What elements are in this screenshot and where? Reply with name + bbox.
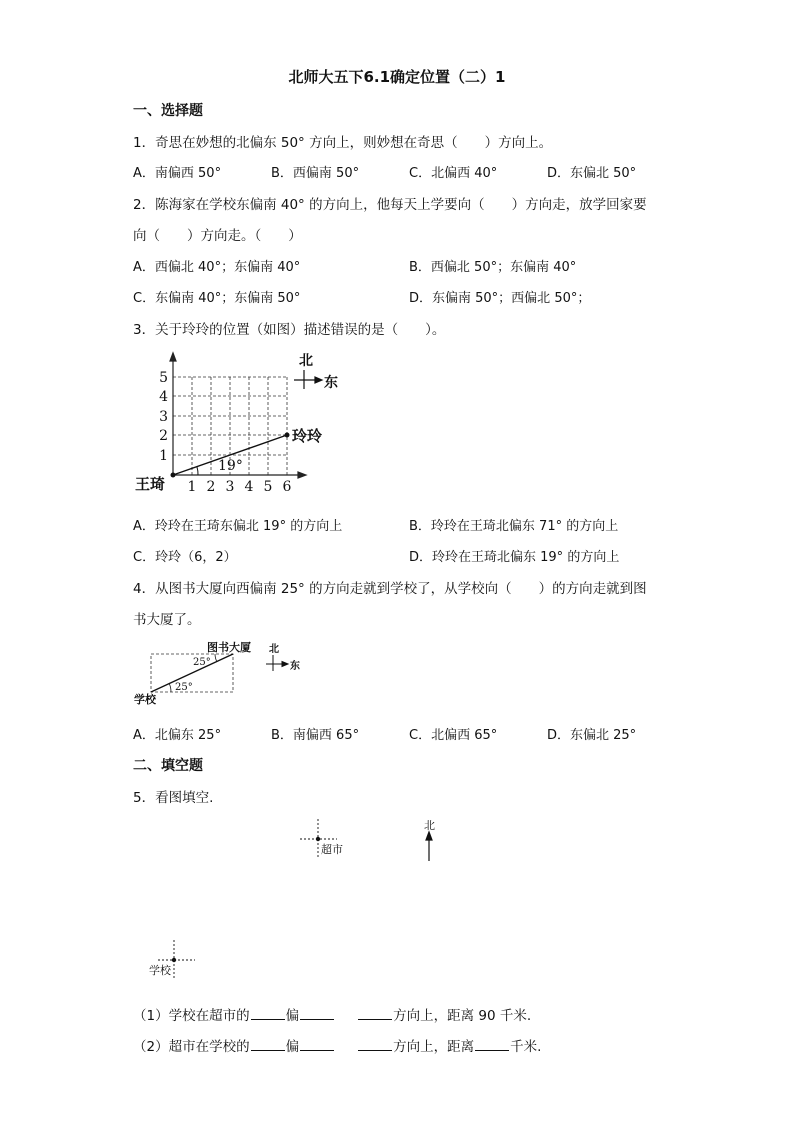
lingling-point bbox=[285, 433, 290, 438]
x-tick-3: 3 bbox=[225, 479, 235, 495]
point-label: 玲玲 bbox=[292, 427, 323, 445]
blank-2b[interactable] bbox=[300, 1038, 334, 1051]
question-2-stem-line1: 2．陈海家在学校东偏南 40° 的方向上，他每天上学要向（ ）方向走，放学回家要 bbox=[133, 197, 647, 213]
question-2-option-d[interactable]: D．东偏南 50°；西偏北 50°； bbox=[409, 291, 591, 306]
school-point bbox=[172, 958, 176, 962]
question-3-option-c[interactable]: C．玲玲（6，2） bbox=[133, 550, 237, 565]
blank-2d[interactable] bbox=[475, 1038, 509, 1051]
bottom-angle-arc bbox=[169, 683, 171, 692]
origin-label: 王琦 bbox=[135, 475, 166, 493]
sub-2-suffix-2: 千米. bbox=[510, 1039, 542, 1055]
question-3-stem: 3．关于玲玲的位置（如图）描述错误的是（ ）。 bbox=[133, 322, 446, 338]
question-5-sub-2 bbox=[133, 1035, 541, 1055]
sub-2-prefix: （2）超市在学校的 bbox=[133, 1039, 250, 1055]
compass-east-label: 东 bbox=[324, 375, 338, 391]
sub-1-suffix: 方向上，距离 90 千米. bbox=[393, 1008, 532, 1024]
blank-2a[interactable] bbox=[251, 1038, 285, 1051]
y-tick-1: 1 bbox=[159, 448, 168, 464]
question-3-option-b[interactable]: B．玲玲在王琦北偏东 71° 的方向上 bbox=[409, 519, 619, 534]
compass-north-label: 北 bbox=[269, 644, 279, 655]
x-tick-labels bbox=[188, 479, 292, 495]
y-tick-3: 3 bbox=[159, 409, 168, 425]
question-2-stem-line2: 向（ ）方向走。（ ） bbox=[133, 228, 302, 244]
x-tick-6: 6 bbox=[282, 479, 292, 495]
question-5-sub-1 bbox=[133, 1004, 531, 1024]
origin-point bbox=[171, 473, 176, 478]
question-1-option-b[interactable]: B．西偏南 50° bbox=[271, 166, 360, 181]
question-2-option-b[interactable]: B．西偏北 50°；东偏南 40° bbox=[409, 260, 577, 275]
y-tick-labels bbox=[159, 370, 168, 464]
question-1-option-c[interactable]: C．北偏西 40° bbox=[409, 166, 498, 181]
question-4-figure bbox=[130, 637, 310, 709]
angle-arc bbox=[197, 467, 198, 475]
blank-2c[interactable] bbox=[358, 1038, 392, 1051]
question-4-stem-line1: 4．从图书大厦向西偏南 25° 的方向走就到学校了，从学校向（ ）的方向走就到图 bbox=[133, 581, 647, 597]
question-4-option-b[interactable]: B．南偏西 65° bbox=[271, 728, 360, 743]
question-5-stem: 5．看图填空. bbox=[133, 790, 214, 806]
question-2-option-a[interactable]: A．西偏北 40°；东偏南 40° bbox=[133, 260, 301, 275]
question-3-option-d[interactable]: D．玲玲在王琦北偏东 19° 的方向上 bbox=[409, 550, 620, 565]
compass-icon bbox=[266, 655, 288, 671]
compass-east-label: 东 bbox=[290, 661, 300, 672]
question-4-option-c[interactable]: C．北偏西 65° bbox=[409, 728, 498, 743]
question-1-option-d[interactable]: D．东偏北 50° bbox=[547, 166, 637, 181]
supermarket-label: 超市 bbox=[321, 843, 343, 856]
x-tick-4: 4 bbox=[244, 479, 254, 495]
sub-1-mid: 偏 bbox=[285, 1008, 300, 1024]
blank-1a[interactable] bbox=[251, 1007, 285, 1020]
top-angle-label: 25° bbox=[193, 657, 211, 668]
question-2-option-c[interactable]: C．东偏南 40°；东偏南 50° bbox=[133, 291, 301, 306]
question-1-stem: 1．奇思在妙想的北偏东 50° 方向上，则妙想在奇思（ ）方向上。 bbox=[133, 135, 553, 151]
north-label: 北 bbox=[424, 819, 435, 832]
question-4-option-a[interactable]: A．北偏东 25° bbox=[133, 728, 222, 743]
section-heading-choice: 一、选择题 bbox=[133, 103, 203, 119]
blank-1c[interactable] bbox=[358, 1007, 392, 1020]
y-tick-4: 4 bbox=[159, 389, 168, 405]
sub-1-prefix: （1）学校在超市的 bbox=[133, 1008, 250, 1024]
question-3-grid-figure bbox=[130, 345, 350, 495]
sub-2-mid: 偏 bbox=[285, 1039, 300, 1055]
question-4-stem-line2: 书大厦了。 bbox=[133, 612, 201, 628]
library-label: 图书大厦 bbox=[207, 641, 251, 654]
y-tick-2: 2 bbox=[159, 428, 168, 444]
school-label: 学校 bbox=[134, 693, 156, 706]
section-heading-fill: 二、填空题 bbox=[133, 758, 203, 774]
bottom-angle-label: 25° bbox=[175, 682, 193, 693]
x-tick-5: 5 bbox=[263, 479, 273, 495]
x-tick-2: 2 bbox=[206, 479, 216, 495]
page-title: 北师大五下6.1确定位置（二）1 bbox=[288, 68, 506, 86]
blank-1b[interactable] bbox=[300, 1007, 334, 1020]
school-label: 学校 bbox=[149, 964, 171, 977]
supermarket-point bbox=[316, 837, 320, 841]
compass-icon bbox=[294, 370, 322, 389]
question-5-figure bbox=[140, 810, 460, 990]
compass-north-label: 北 bbox=[299, 353, 313, 369]
question-4-option-d[interactable]: D．东偏北 25° bbox=[547, 728, 637, 743]
question-1-option-a[interactable]: A．南偏西 50° bbox=[133, 166, 222, 181]
y-tick-5: 5 bbox=[159, 370, 168, 386]
angle-label: 19° bbox=[218, 458, 243, 474]
north-arrow-icon bbox=[426, 832, 432, 861]
x-tick-1: 1 bbox=[187, 479, 197, 495]
top-angle-arc bbox=[215, 654, 217, 662]
question-3-option-a[interactable]: A．玲玲在王琦东偏北 19° 的方向上 bbox=[133, 519, 343, 534]
sub-2-suffix-1: 方向上，距离 bbox=[393, 1039, 475, 1055]
